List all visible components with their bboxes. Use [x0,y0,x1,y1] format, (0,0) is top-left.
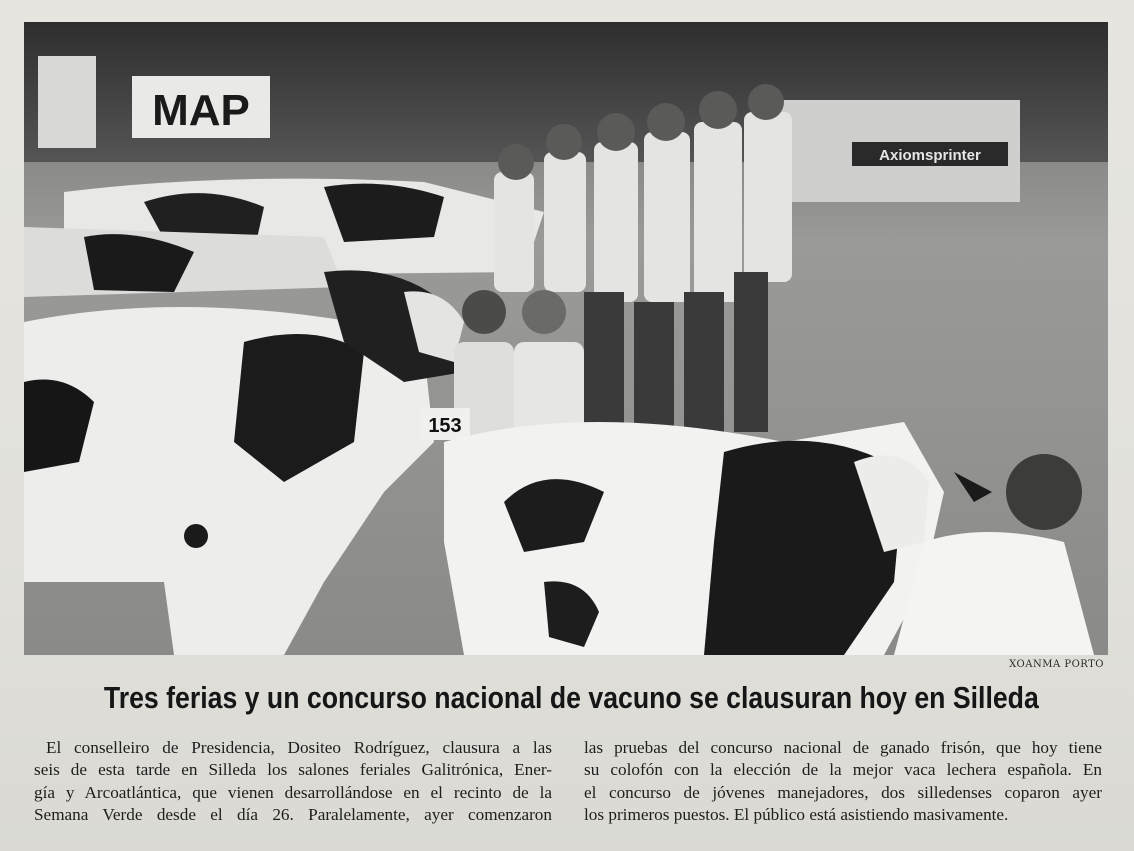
body-line: seis de esta tarde en Silleda los salones feriales Galitrónica, Ener- [34,760,552,780]
body-line: gía y Arcoatlántica, que vienen desarrollándose en el recinto de la [34,782,552,802]
body-line: los primeros puestos. El público está asistiendo masivamente. [584,805,1009,825]
map-sign-text: MAP [152,86,250,135]
body-line: las pruebas del concurso nacional de ganado frisón, que hoy tiene [584,738,1102,757]
article-column-left [34,737,552,827]
bib-number: 153 [428,415,462,437]
body-line: su colofón con la elección de la mejor vaca lechera española. En [584,760,1102,780]
body-line: El conselleiro de Presidencia, Dositeo Rodríguez, clausura a las [46,738,552,757]
body-line: Semana Verde desde el día 26. Paralelamente, ayer comenzaron [34,805,552,825]
photo-credit: XOANMA PORTO [1009,659,1104,670]
sponsor-sign-text: Axiomsprinter [879,147,981,164]
body-line: el concurso de jóvenes manejadores, dos silledenses coparon ayer [584,782,1102,802]
article-column-right [584,737,1102,827]
news-photo-cattle-show [24,22,1108,655]
headline: Tres ferias y un concurso nacional de vacuno se clausuran hoy en Silleda [103,680,1039,715]
